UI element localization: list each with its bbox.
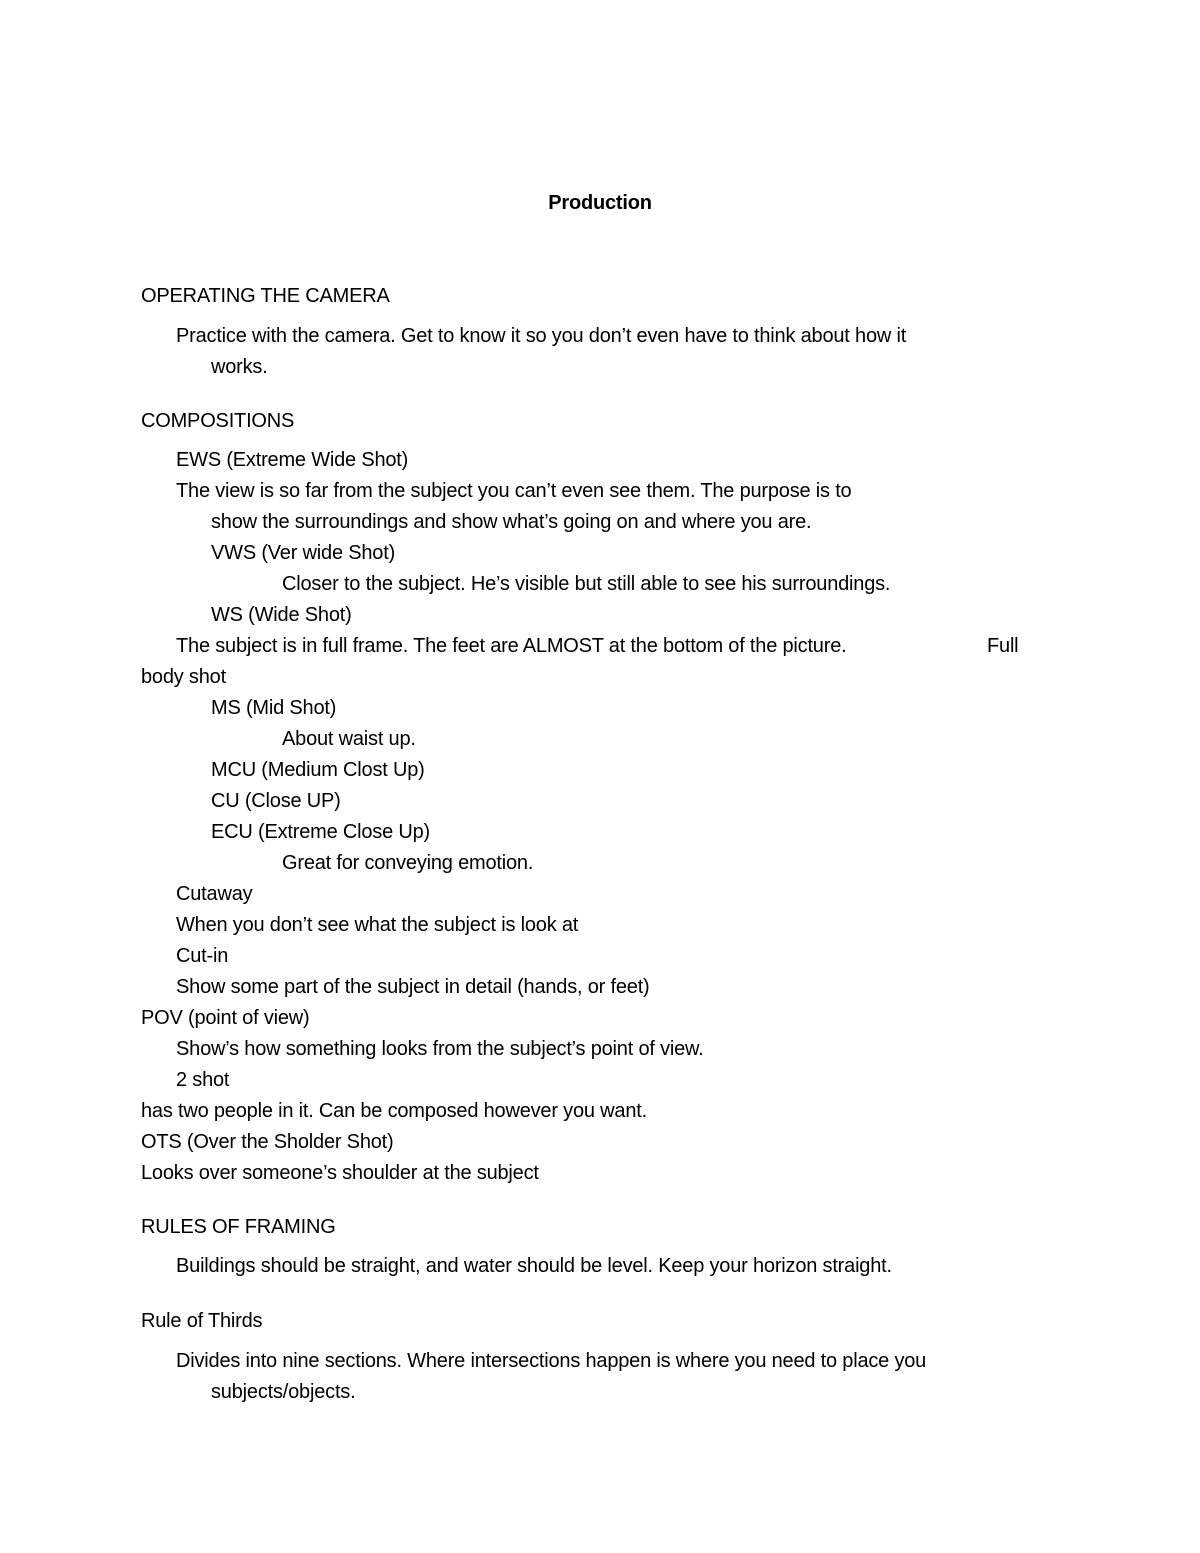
text-line: body shot: [141, 666, 226, 688]
text-line: MS (Mid Shot): [211, 697, 337, 719]
text-line: Great for conveying emotion.: [282, 852, 534, 874]
text-line: Looks over someone’s shoulder at the subject: [141, 1162, 539, 1184]
text-line: About waist up.: [282, 728, 416, 750]
text-line: POV (point of view): [141, 1007, 310, 1029]
text-line: Practice with the camera. Get to know it so you don’t even have to think about how it: [176, 325, 907, 347]
text-line: ECU (Extreme Close Up): [211, 821, 430, 843]
text-line: WS (Wide Shot): [211, 604, 352, 626]
text-line: MCU (Medium Clost Up): [211, 759, 425, 781]
text-line: Show some part of the subject in detail (hands, or feet): [176, 976, 650, 998]
text-line: Show’s how something looks from the subject’s point of view.: [176, 1038, 704, 1060]
text-line: show the surroundings and show what’s going on and where you are.: [211, 511, 812, 533]
document-title: Production: [548, 192, 652, 214]
text-line: CU (Close UP): [211, 790, 341, 812]
text-line: Divides into nine sections. Where intersections happen is where you need to place you: [176, 1350, 927, 1372]
text-line: When you don’t see what the subject is look at: [176, 914, 579, 936]
text-line: Full: [987, 635, 1019, 657]
text-line: VWS (Ver wide Shot): [211, 542, 396, 564]
section-heading-operating-camera: OPERATING THE CAMERA: [141, 285, 390, 307]
text-line: subjects/objects.: [211, 1381, 356, 1403]
text-line: Cutaway: [176, 883, 253, 905]
text-line: The subject is in full frame. The feet are ALMOST at the bottom of the picture.: [176, 635, 847, 657]
section-heading-compositions: COMPOSITIONS: [141, 410, 295, 432]
text-line: works.: [211, 356, 268, 378]
text-line: has two people in it. Can be composed however you want.: [141, 1100, 647, 1122]
text-line: Closer to the subject. He’s visible but still able to see his surroundings.: [282, 573, 891, 595]
section-heading-rules-of-framing: RULES OF FRAMING: [141, 1216, 336, 1238]
text-line: Cut-in: [176, 945, 229, 967]
text-line: 2 shot: [176, 1069, 230, 1091]
text-line: EWS (Extreme Wide Shot): [176, 449, 409, 471]
text-line: The view is so far from the subject you can’t even see them. The purpose is to: [176, 480, 852, 502]
text-line: OTS (Over the Sholder Shot): [141, 1131, 394, 1153]
section-heading-rule-of-thirds: Rule of Thirds: [141, 1310, 263, 1332]
text-line: Buildings should be straight, and water should be level. Keep your horizon straight.: [176, 1255, 892, 1277]
